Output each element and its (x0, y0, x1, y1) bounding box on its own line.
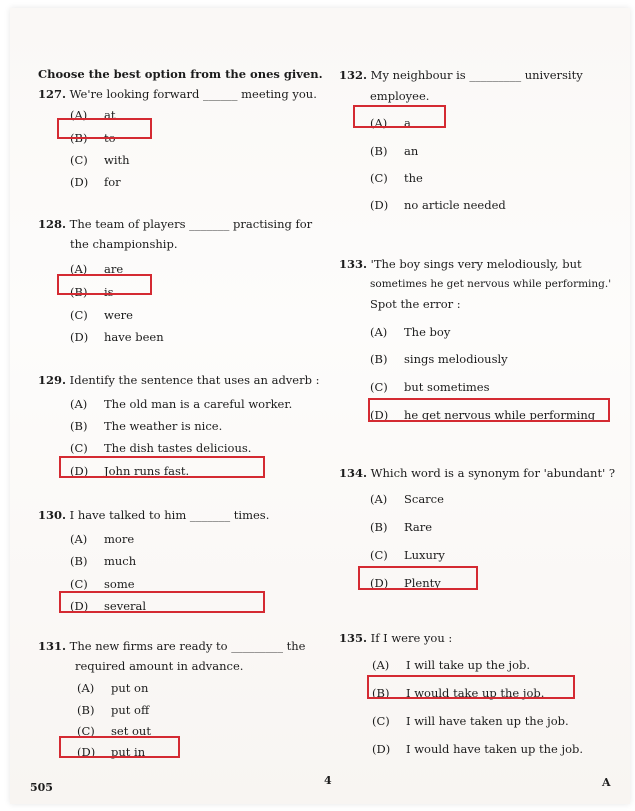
option: (B) much (70, 554, 137, 568)
question-131 (38, 636, 305, 656)
question-number: 132. (339, 68, 368, 82)
option: (A) put on (77, 681, 149, 695)
answer-highlight-box (57, 274, 152, 295)
page-number: 4 (324, 774, 332, 787)
question-text: If I were you : (370, 631, 453, 645)
option: (D) have been (70, 330, 164, 344)
answer-highlight-box (59, 736, 180, 758)
question-128 (38, 214, 312, 234)
question-135 (339, 628, 452, 648)
question-number: 135. (339, 631, 368, 645)
instruction: Choose the best option from the ones given. (38, 67, 323, 81)
answer-highlight-box (368, 398, 610, 422)
option: (A) Scarce (370, 492, 444, 506)
option: (A) more (70, 532, 135, 546)
question-134 (339, 463, 615, 483)
option: (C) I will have taken up the job. (372, 714, 569, 728)
option: (B) put off (77, 703, 150, 717)
question-129 (38, 370, 320, 390)
option: (C) with (70, 153, 130, 167)
option: (D) I would have taken up the job. (372, 742, 584, 756)
answer-highlight-box (358, 566, 478, 590)
option: (B) I would take up the job. (372, 686, 545, 700)
option: (A) at (70, 108, 116, 122)
series-label: A (602, 776, 611, 789)
exam-page (10, 8, 630, 804)
answer-highlight-box (59, 456, 265, 478)
question-text: The team of players _______ practising for (69, 217, 313, 231)
question-text: My neighbour is _________ university (370, 68, 583, 82)
answer-highlight-box (57, 118, 152, 139)
option: (A) a (370, 116, 411, 130)
question-text: We're looking forward ______ meeting you. (69, 87, 317, 101)
option: (C) The dish tastes delicious. (70, 441, 252, 455)
option: (A) The boy (370, 325, 451, 339)
answer-highlight-box (367, 675, 575, 699)
question-text: I have talked to him _______ times. (69, 508, 270, 522)
option: (B) to (70, 131, 116, 145)
option: (D) Plenty (370, 576, 441, 590)
option: (D) for (70, 175, 121, 189)
option: (A) The old man is a careful worker. (70, 397, 293, 411)
question-text: 'The boy sings very melodiously, but (370, 257, 582, 271)
question-text-line: sometimes he get nervous while performing.' (370, 278, 612, 290)
question-number: 127. (38, 87, 67, 101)
option: (A) I will take up the job. (372, 658, 531, 672)
question-number: 128. (38, 217, 67, 231)
question-text-line: employee. (370, 89, 430, 103)
option: (B) sings melodiously (370, 352, 508, 366)
question-text: Identify the sentence that uses an adverb : (69, 373, 320, 387)
answer-highlight-box (59, 591, 265, 613)
question-130 (38, 505, 269, 525)
option: (C) were (70, 308, 133, 322)
question-127 (38, 84, 317, 104)
option: (D) John runs fast. (70, 464, 190, 478)
option: (B) is (70, 285, 114, 299)
question-133 (339, 254, 582, 274)
option: (C) but sometimes (370, 380, 490, 394)
option: (A) are (70, 262, 124, 276)
question-text-line: Spot the error : (370, 297, 461, 311)
option: (D) no article needed (370, 198, 506, 212)
question-132 (339, 65, 583, 85)
option: (B) Rare (370, 520, 433, 534)
option: (C) Luxury (370, 548, 445, 562)
question-number: 130. (38, 508, 67, 522)
option: (C) the (370, 171, 423, 185)
question-number: 131. (38, 639, 67, 653)
page-code: 505 (30, 781, 53, 794)
option: (C) set out (77, 724, 151, 738)
option: (D) he get nervous while performing (370, 408, 596, 422)
question-text: Which word is a synonym for 'abundant' ? (370, 466, 616, 480)
option: (C) some (70, 577, 135, 591)
question-text-line: required amount in advance. (75, 659, 244, 673)
question-number: 133. (339, 257, 368, 271)
question-text-line: the championship. (70, 237, 178, 251)
option: (D) put in (77, 745, 146, 759)
answer-highlight-box (353, 105, 446, 128)
question-number: 134. (339, 466, 368, 480)
question-number: 129. (38, 373, 67, 387)
question-text: The new firms are ready to _________ the (69, 639, 306, 653)
option: (B) an (370, 144, 419, 158)
option: (B) The weather is nice. (70, 419, 223, 433)
option: (D) several (70, 599, 147, 613)
